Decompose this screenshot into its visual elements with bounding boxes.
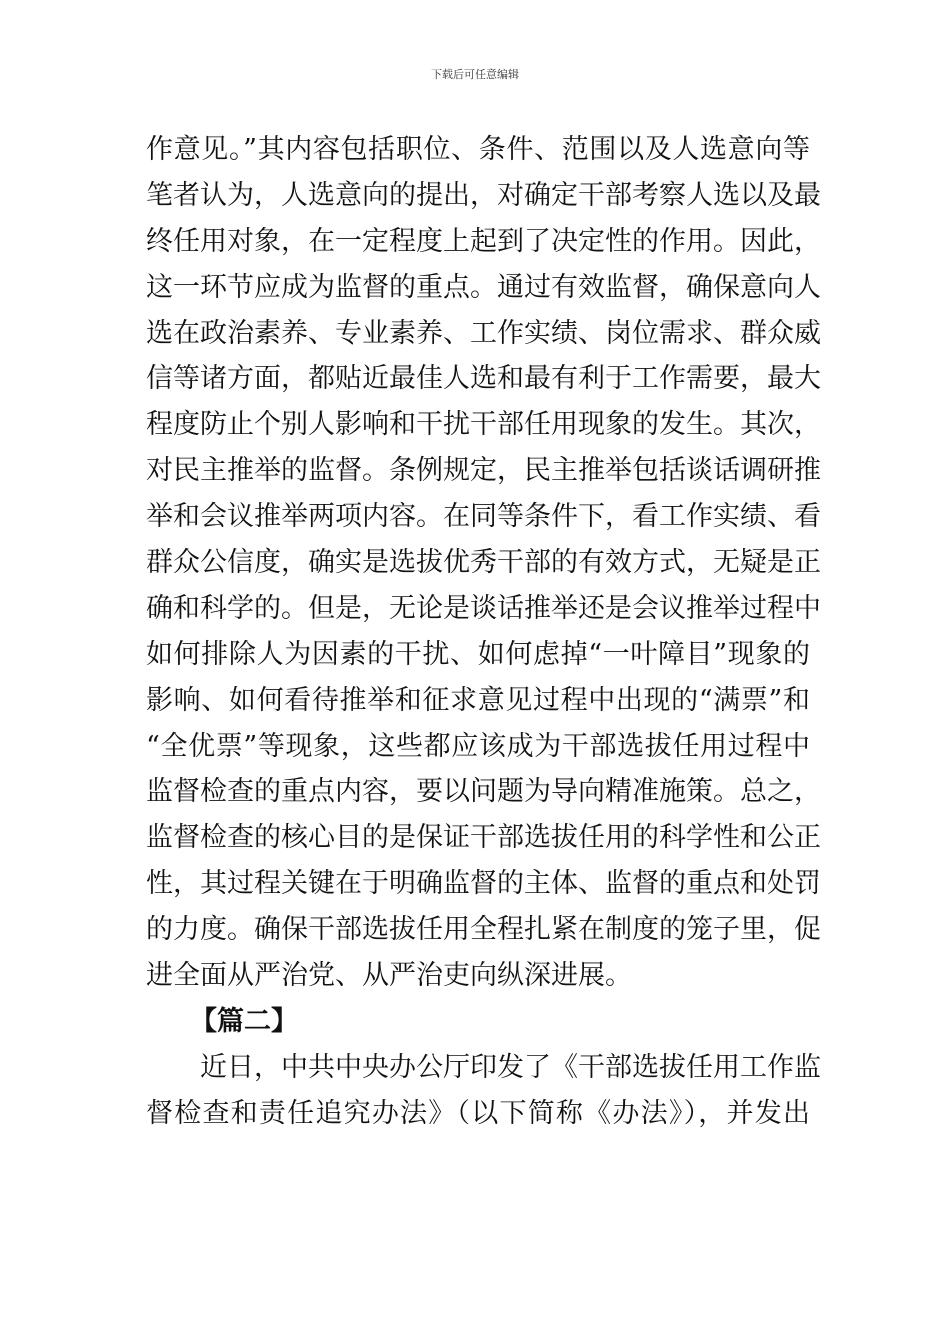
text-line: 对民主推举的监督。条例规定，民主推举包括谈话调研推 [146, 455, 821, 487]
text-line: 举和会议推举两项内容。在同等条件下，看工作实绩、看 [146, 501, 821, 533]
text-line: 确和科学的。但是，无论是谈话推举还是会议推举过程中 [146, 592, 821, 624]
text-line: 这一环节应成为监督的重点。通过有效监督，确保意向人 [146, 271, 821, 303]
section-heading: 【篇二】 [190, 1005, 298, 1037]
body-text [146, 127, 821, 1137]
text-line: 近日，中共中央办公厅印发了《干部选拔任用工作监 [200, 1051, 821, 1083]
text-line: “全优票”等现象，这些都应该成为干部选拔任用过程中 [146, 730, 810, 762]
text-line: 监督检查的核心目的是保证干部选拔任用的科学性和公正 [146, 822, 821, 854]
text-line: 程度防止个别人影响和干扰干部任用现象的发生。其次， [146, 409, 821, 441]
header-note: 下载后可任意编辑 [431, 68, 519, 81]
text-line: 的力度。确保干部选拔任用全程扎紧在制度的笼子里，促 [146, 914, 821, 946]
text-line: 作意见。”其内容包括职位、条件、范围以及人选意向等 [146, 134, 810, 165]
text-line: 性，其过程关键在于明确监督的主体、监督的重点和处罚 [146, 868, 821, 900]
text-line: 督检查和责任追究办法》（以下简称《办法》），并发出 [146, 1097, 810, 1129]
text-line: 如何排除人为因素的干扰、如何虑掉“一叶障目”现象的 [146, 638, 810, 670]
text-line: 群众公信度，确实是选拔优秀干部的有效方式，无疑是正 [146, 547, 821, 579]
text-line: 监督检查的重点内容，要以问题为导向精准施策。总之， [146, 776, 821, 808]
text-line: 信等诸方面，都贴近最佳人选和最有利于工作需要，最大 [146, 363, 821, 395]
text-line: 进全面从严治党、从严治吏向纵深进展。 [146, 960, 632, 992]
text-line: 终任用对象，在一定程度上起到了决定性的作用。因此， [146, 225, 821, 257]
text-line: 选在政治素养、专业素养、工作实绩、岗位需求、群众威 [146, 317, 821, 349]
text-line: 笔者认为，人选意向的提出，对确定干部考察人选以及最 [146, 179, 821, 211]
text-line: 影响、如何看待推举和征求意见过程中出现的“满票”和 [146, 684, 810, 716]
